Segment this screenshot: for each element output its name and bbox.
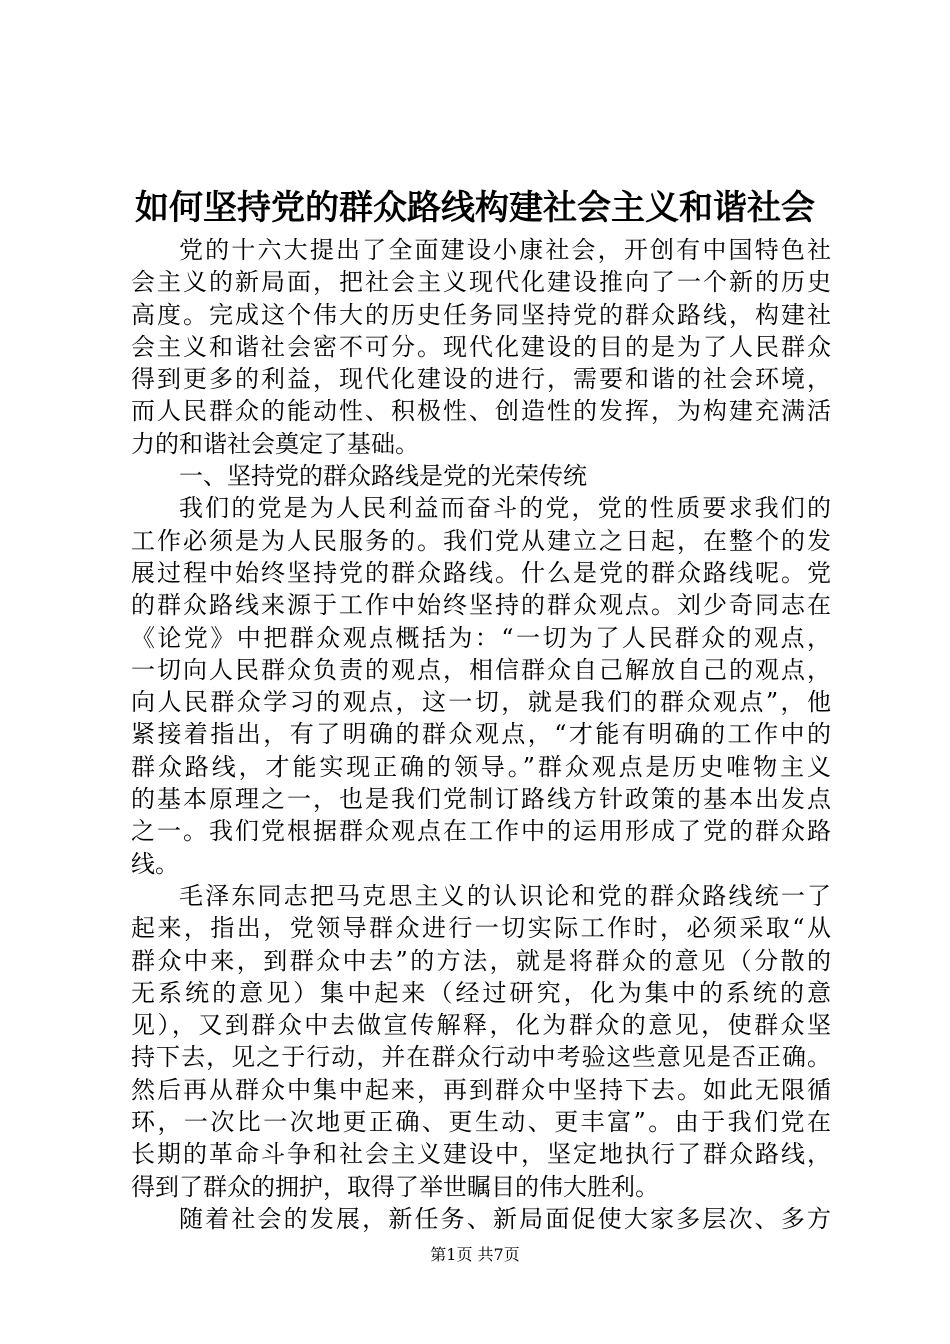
paragraph-1-line: 得到更多的利益，现代化建设的进行，需要和谐的社会环境， <box>131 365 831 394</box>
paragraph-2-line: 《论党》中把群众观点概括为：“一切为了人民群众的观点， <box>131 623 831 652</box>
document-body <box>131 234 831 1235</box>
paragraph-3-line: 群众中来，到群众中去”的方法，就是将群众的意见（分散的 <box>131 946 831 975</box>
paragraph-3-line: 起来，指出，党领导群众进行一切实际工作时，必须采取“从 <box>131 914 831 943</box>
paragraph-3-line: 毛泽东同志把马克思主义的认识论和党的群众路线统一了 <box>179 881 831 910</box>
paragraph-2-line: 线。 <box>131 849 179 878</box>
paragraph-2-line: 向人民群众学习的观点，这一切，就是我们的群众观点”，他 <box>131 688 831 717</box>
paragraph-2-line: 群众路线，才能实现正确的领导。”群众观点是历史唯物主义 <box>131 752 831 781</box>
paragraph-3-line: 无系统的意见）集中起来（经过研究，化为集中的系统的意 <box>131 978 831 1007</box>
paragraph-3-line: 长期的革命斗争和社会主义建设中，坚定地执行了群众路线， <box>131 1140 831 1169</box>
paragraph-1-line: 会主义和谐社会密不可分。现代化建设的目的是为了人民群众 <box>131 332 831 361</box>
paragraph-4-line: 随着社会的发展，新任务、新局面促使大家多层次、多方 <box>179 1204 831 1233</box>
paragraph-2-line: 我们的党是为人民利益而奋斗的党，党的性质要求我们的 <box>179 494 831 523</box>
paragraph-1-line: 力的和谐社会奠定了基础。 <box>131 429 419 458</box>
paragraph-1-line: 而人民群众的能动性、积极性、创造性的发挥，为构建充满活 <box>131 397 831 426</box>
paragraph-3-line: 见），又到群众中去做宣传解释，化为群众的意见，使群众坚 <box>131 1011 831 1040</box>
paragraph-3-line: 持下去，见之于行动，并在群众行动中考验这些意见是否正确。 <box>131 1043 831 1072</box>
paragraph-2-line: 展过程中始终坚持党的群众路线。什么是党的群众路线呢。党 <box>131 558 831 587</box>
paragraph-2-line: 一切向人民群众负责的观点，相信群众自己解放自己的观点， <box>131 655 831 684</box>
paragraph-3-line: 环，一次比一次地更正确、更生动、更丰富”。由于我们党在 <box>131 1108 831 1137</box>
paragraph-3-line: 得到了群众的拥护，取得了举世瞩目的伟大胜利。 <box>131 1172 659 1201</box>
paragraph-1-line: 党的十六大提出了全面建设小康社会，开创有中国特色社 <box>179 236 831 264</box>
section-heading: 一、坚持党的群众路线是党的光荣传统 <box>179 462 587 491</box>
page-footer: 第1页 共7页 <box>430 1245 520 1264</box>
paragraph-2-line: 的基本原理之一，也是我们党制订路线方针政策的基本出发点 <box>131 785 831 814</box>
paragraph-1-line: 会主义的新局面，把社会主义现代化建设推向了一个新的历史 <box>131 268 831 297</box>
paragraph-2-line: 的群众路线来源于工作中始终坚持的群众观点。刘少奇同志在 <box>131 591 831 620</box>
paragraph-2-line: 之一。我们党根据群众观点在工作中的运用形成了党的群众路 <box>131 817 831 846</box>
paragraph-2-line: 工作必须是为人民服务的。我们党从建立之日起，在整个的发 <box>131 526 831 555</box>
paragraph-2-line: 紧接着指出，有了明确的群众观点，“才能有明确的工作中的 <box>131 720 831 749</box>
paragraph-1-line: 高度。完成这个伟大的历史任务同坚持党的群众路线，构建社 <box>131 300 831 329</box>
paragraph-3-line: 然后再从群众中集中起来，再到群众中坚持下去。如此无限循 <box>131 1075 831 1104</box>
document-title: 如何坚持党的群众路线构建社会主义和谐社会 <box>135 188 815 228</box>
